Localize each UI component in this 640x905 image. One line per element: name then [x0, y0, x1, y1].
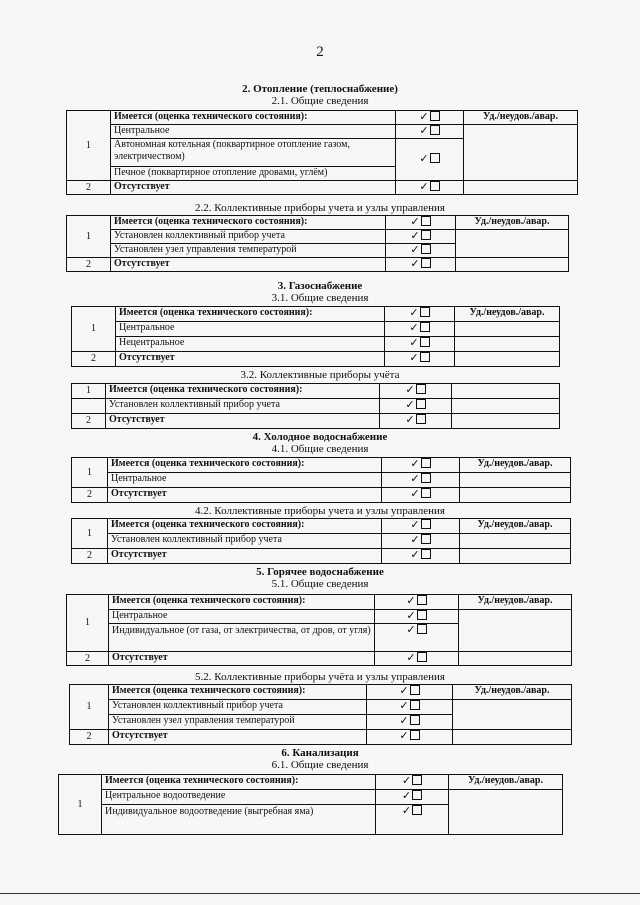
checkbox[interactable]: ✓ — [380, 414, 452, 429]
checkbox-square-icon — [421, 244, 431, 254]
section-title: 2. Отопление (теплоснабжение) — [242, 83, 398, 95]
subsection-title: 5.2. Коллективные приборы учёта и узлы управления — [195, 671, 445, 683]
checkbox-square-icon — [421, 458, 431, 468]
absent-label: Отсутствует — [111, 258, 386, 272]
section-sewerage-title-block — [0, 747, 640, 771]
checkbox[interactable]: ✓ — [385, 337, 455, 352]
checkbox-square-icon — [421, 534, 431, 544]
subsection-title: 4.1. Общие сведения — [271, 443, 369, 455]
option-label: Установлен узел управления температурой — [109, 715, 367, 730]
row-number: 1 — [67, 595, 109, 652]
table-cold-water-general — [71, 457, 571, 503]
checkbox-square-icon — [412, 775, 422, 785]
section-gas-title-block — [0, 280, 640, 304]
section-cold-water-title-block — [0, 431, 640, 455]
table-heating-general — [66, 110, 578, 195]
option-label: Печное (поквартирное отопление дровами, углём) — [111, 167, 396, 181]
present-label: Имеется (оценка технического состояния): — [111, 216, 386, 230]
row-number: 2 — [70, 730, 109, 745]
row-number: 1 — [67, 216, 111, 258]
absent-label: Отсутствует — [106, 414, 380, 429]
condition-input[interactable] — [460, 534, 571, 549]
table-sewerage-general — [58, 774, 563, 835]
present-label: Имеется (оценка технического состояния): — [109, 595, 375, 610]
checkbox-square-icon — [410, 685, 420, 695]
checkbox-square-icon — [421, 519, 431, 529]
condition-label: Уд./неудов./авар. — [449, 775, 563, 790]
checkbox[interactable]: ✓ — [396, 125, 464, 139]
subsection-title: 4.2. Коллективные приборы учета и узлы управления — [195, 505, 445, 517]
table-gas-meters — [71, 383, 560, 429]
condition-input[interactable] — [456, 258, 569, 272]
checkbox-square-icon — [430, 181, 440, 191]
condition-input[interactable] — [459, 652, 572, 666]
condition-input[interactable] — [456, 230, 569, 258]
checkbox-square-icon — [416, 399, 426, 409]
checkbox-square-icon — [421, 216, 431, 226]
checkbox-square-icon — [421, 230, 431, 240]
checkbox[interactable]: ✓ — [396, 181, 464, 195]
absent-label: Отсутствует — [116, 352, 385, 367]
row-number: 2 — [67, 258, 111, 272]
section-title: 5. Горячее водоснабжение — [256, 566, 384, 578]
condition-input[interactable] — [452, 384, 560, 399]
option-label: Установлен коллективный прибор учета — [111, 230, 386, 244]
option-label: Центральное — [109, 610, 375, 624]
row-number: 1 — [72, 519, 108, 549]
option-label: Центральное водоотведение — [102, 790, 376, 805]
condition-label: Уд./неудов./авар. — [460, 519, 571, 534]
condition-input[interactable] — [460, 473, 571, 488]
section-title: 4. Холодное водоснабжение — [252, 431, 388, 443]
checkbox[interactable]: ✓ — [367, 700, 453, 715]
checkbox-square-icon — [420, 307, 430, 317]
checkbox[interactable]: ✓ — [375, 652, 459, 666]
absent-label: Отсутствует — [109, 730, 367, 745]
checkbox[interactable]: ✓ — [367, 730, 453, 745]
checkbox-square-icon — [420, 337, 430, 347]
checkbox-square-icon — [410, 730, 420, 740]
checkbox-square-icon — [421, 549, 431, 559]
subsection-title: 5.1. Общие сведения — [271, 578, 369, 590]
option-label: Центральное — [108, 473, 382, 488]
condition-label: Уд./неудов./авар. — [453, 685, 572, 700]
row-number: 2 — [67, 181, 111, 195]
page-bottom-rule — [0, 893, 640, 894]
table-cold-water-meters — [71, 518, 571, 564]
checkbox[interactable]: ✓ — [382, 458, 460, 473]
present-label: Имеется (оценка технического состояния): — [106, 384, 380, 399]
row-number: 2 — [67, 652, 109, 666]
condition-label: Уд./неудов./авар. — [464, 111, 578, 125]
condition-input[interactable] — [464, 181, 578, 195]
condition-input[interactable] — [464, 125, 578, 181]
checkbox-square-icon — [412, 790, 422, 800]
condition-input[interactable] — [455, 337, 560, 352]
checkbox-square-icon — [430, 111, 440, 121]
condition-input[interactable] — [452, 399, 560, 414]
section-heating-title-block — [0, 83, 640, 107]
absent-label: Отсутствует — [109, 652, 375, 666]
checkbox[interactable]: ✓ — [382, 473, 460, 488]
checkbox[interactable]: ✓ — [386, 258, 456, 272]
table-heating-meters — [66, 215, 569, 272]
checkbox-square-icon — [417, 595, 427, 605]
checkbox[interactable]: ✓ — [375, 624, 459, 652]
checkbox[interactable]: ✓ — [375, 595, 459, 610]
checkbox-square-icon — [421, 258, 431, 268]
condition-input[interactable] — [453, 700, 572, 730]
option-label: Индивидуальное (от газа, от электричества, от дров, от угля) — [109, 624, 375, 652]
table-hot-water-meters — [69, 684, 572, 745]
row-number: 1 — [72, 307, 116, 352]
subsection-heating-meters — [0, 202, 640, 214]
checkbox[interactable]: ✓ — [382, 488, 460, 503]
present-label: Имеется (оценка технического состояния): — [116, 307, 385, 322]
subsection-cold-water-meters — [0, 505, 640, 517]
checkbox-square-icon — [421, 488, 431, 498]
subsection-title: 2.2. Коллективные приборы учета и узлы управления — [195, 202, 445, 214]
checkbox-square-icon — [420, 352, 430, 362]
row-number: 2 — [72, 488, 108, 503]
row-number-empty — [72, 399, 106, 414]
checkbox-square-icon — [410, 715, 420, 725]
checkbox[interactable]: ✓ — [380, 399, 452, 414]
checkbox[interactable]: ✓ — [375, 610, 459, 624]
present-label: Имеется (оценка технического состояния): — [109, 685, 367, 700]
subsection-gas-meters — [0, 369, 640, 381]
condition-input[interactable] — [459, 610, 572, 652]
checkbox-square-icon — [416, 414, 426, 424]
checkbox[interactable]: ✓ — [396, 111, 464, 125]
checkbox-square-icon — [420, 322, 430, 332]
checkbox[interactable]: ✓ — [367, 715, 453, 730]
condition-label: Уд./неудов./авар. — [459, 595, 572, 610]
subsection-title: 2.1. Общие сведения — [271, 95, 369, 107]
condition-input[interactable] — [449, 790, 563, 835]
condition-input[interactable] — [452, 414, 560, 429]
option-label: Центральное — [116, 322, 385, 337]
row-number: 2 — [72, 352, 116, 367]
checkbox[interactable]: ✓ — [376, 790, 449, 805]
present-label: Имеется (оценка технического состояния): — [102, 775, 376, 790]
checkbox[interactable]: ✓ — [367, 685, 453, 700]
absent-label: Отсутствует — [108, 488, 382, 503]
present-label: Имеется (оценка технического состояния): — [108, 458, 382, 473]
option-label: Установлен узел управления температурой — [111, 244, 386, 258]
present-label: Имеется (оценка технического состояния): — [108, 519, 382, 534]
section-title: 3. Газоснабжение — [277, 280, 363, 292]
absent-label: Отсутствует — [108, 549, 382, 564]
option-label: Автономная котельная (поквартирное отопление газом, электричеством) — [111, 139, 396, 167]
condition-input[interactable] — [460, 488, 571, 503]
checkbox-square-icon — [430, 125, 440, 135]
option-label: Установлен коллективный прибор учета — [108, 534, 382, 549]
section-title: 6. Канализация — [281, 747, 359, 759]
checkbox-square-icon — [430, 153, 440, 163]
subsection-hot-water-meters — [0, 671, 640, 683]
checkbox[interactable]: ✓ — [376, 775, 449, 790]
checkbox[interactable]: ✓ — [385, 322, 455, 337]
option-label: Центральное — [111, 125, 396, 139]
row-number: 1 — [67, 111, 111, 181]
checkbox[interactable]: ✓ — [382, 549, 460, 564]
condition-label: Уд./неудов./авар. — [455, 307, 560, 322]
checkbox[interactable]: ✓ — [385, 352, 455, 367]
checkbox[interactable]: ✓ — [376, 805, 449, 835]
condition-input[interactable] — [453, 730, 572, 745]
checkbox[interactable]: ✓ — [396, 139, 464, 181]
checkbox-square-icon — [421, 473, 431, 483]
present-label: Имеется (оценка технического состояния): — [111, 111, 396, 125]
checkbox-square-icon — [417, 610, 427, 620]
condition-label: Уд./неудов./авар. — [460, 458, 571, 473]
option-label: Индивидуальное водоотведение (выгребная яма) — [102, 805, 376, 835]
section-hot-water-title-block — [0, 566, 640, 590]
subsection-title: 6.1. Общие сведения — [271, 759, 369, 771]
checkbox-square-icon — [416, 384, 426, 394]
checkbox[interactable]: ✓ — [382, 519, 460, 534]
checkbox[interactable]: ✓ — [386, 216, 456, 230]
row-number: 1 — [59, 775, 102, 835]
checkbox-square-icon — [417, 624, 427, 634]
page-number: 2 — [316, 44, 324, 60]
option-label: Нецентральное — [116, 337, 385, 352]
checkbox-square-icon — [410, 700, 420, 710]
row-number: 1 — [72, 458, 108, 488]
option-label: Установлен коллективный прибор учета — [109, 700, 367, 715]
condition-input[interactable] — [455, 322, 560, 337]
checkbox[interactable]: ✓ — [385, 307, 455, 322]
checkbox[interactable]: ✓ — [386, 230, 456, 244]
checkbox[interactable]: ✓ — [380, 384, 452, 399]
condition-label: Уд./неудов./авар. — [456, 216, 569, 230]
subsection-title: 3.2. Коллективные приборы учёта — [240, 369, 400, 381]
row-number: 1 — [70, 685, 109, 730]
checkbox-square-icon — [417, 652, 427, 662]
option-label: Установлен коллективный прибор учета — [106, 399, 380, 414]
checkbox-square-icon — [412, 805, 422, 815]
checkbox[interactable]: ✓ — [386, 244, 456, 258]
condition-input[interactable] — [455, 352, 560, 367]
subsection-title: 3.1. Общие сведения — [271, 292, 369, 304]
table-hot-water-general — [66, 594, 572, 666]
absent-label: Отсутствует — [111, 181, 396, 195]
row-number: 2 — [72, 414, 106, 429]
checkbox[interactable]: ✓ — [382, 534, 460, 549]
condition-input[interactable] — [460, 549, 571, 564]
table-gas-general — [71, 306, 560, 367]
row-number: 1 — [72, 384, 106, 399]
row-number: 2 — [72, 549, 108, 564]
